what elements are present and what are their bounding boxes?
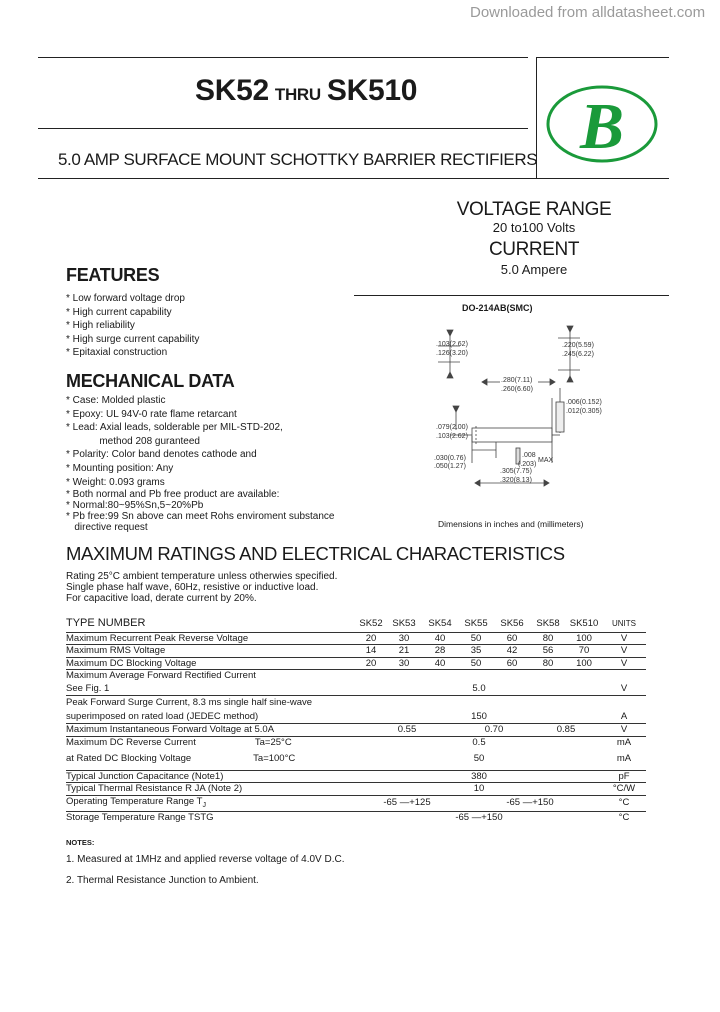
param-label	[66, 795, 356, 811]
condition-text: Ta=25°C	[254, 736, 292, 748]
table-cell: 30	[386, 657, 422, 670]
list-item: * High reliability	[66, 320, 135, 332]
part-first: SK52	[195, 74, 269, 107]
table-cell: 40	[422, 657, 458, 670]
voltage-range-label: VOLTAGE RANGE	[456, 199, 612, 220]
table-row	[66, 770, 646, 783]
dimension-caption: Dimensions in inches and (millimeters)	[438, 519, 584, 529]
features-list	[66, 292, 199, 360]
table-cell: 42	[494, 645, 530, 658]
part-last: SK510	[326, 74, 418, 107]
dim-label: .126(3.20)	[436, 350, 468, 357]
table-row	[66, 670, 646, 682]
table-cell: 0.85	[530, 724, 602, 737]
table-cell: 70	[566, 645, 602, 658]
table-cell: 50	[473, 753, 485, 764]
unit-cell: mA	[602, 736, 646, 748]
dim-label: .006(0.152)	[566, 399, 602, 406]
list-item: * Normal:80~95%Sn,5~20%Pb	[66, 500, 204, 512]
table-row	[66, 783, 646, 796]
unit-cell: V	[602, 645, 646, 658]
list-item: directive request	[66, 522, 148, 534]
list-item: method 208 guranteed	[66, 435, 200, 447]
col-header: SK53	[392, 618, 416, 629]
param-label: Peak Forward Surge Current, 8.3 ms single half sine-wave	[66, 696, 646, 710]
table-cell: 40	[422, 632, 458, 645]
table-cell: 50	[458, 657, 494, 670]
table-cell: 0.70	[458, 724, 530, 737]
param-label: Typical Thermal Resistance R JA (Note 2)	[66, 783, 356, 796]
package-rule	[354, 295, 669, 296]
features-heading: FEATURES	[66, 265, 160, 285]
dim-label: .079(2.00)	[436, 424, 468, 431]
col-header: SK52	[359, 618, 383, 629]
param-label: Maximum RMS Voltage	[66, 645, 356, 658]
dim-label: .245(6.22)	[562, 351, 594, 358]
intro-line: Rating 25°C ambient temperature unless otherwies specified.	[66, 571, 338, 582]
table-row	[66, 811, 646, 824]
table-cell: 21	[386, 645, 422, 658]
table-cell: 56	[530, 645, 566, 658]
table-header-row	[66, 616, 646, 632]
dim-label: .008	[522, 452, 536, 459]
thru-word: THRU	[274, 85, 321, 104]
dim-label: .103(2.62)	[436, 433, 468, 440]
col-header: SK510	[569, 618, 599, 629]
table-row	[66, 748, 646, 770]
table-cell: 150	[471, 710, 487, 722]
table-cell: 14	[356, 645, 386, 658]
list-item: * High current capability	[66, 306, 172, 318]
dim-label: .220(5.59)	[562, 342, 594, 349]
condition-text: Ta=100°C	[253, 753, 296, 764]
param-label: Maximum Instantaneous Forward Voltage at 5.0A	[66, 724, 356, 737]
unit-cell: A	[620, 710, 628, 722]
header-top-rule-right	[536, 57, 669, 58]
list-item: * Weight: 0.093 grams	[66, 476, 165, 488]
list-item: * Both normal and Pb free product are available:	[66, 489, 280, 501]
table-row	[66, 736, 646, 748]
dim-label: .012(0.305)	[566, 408, 602, 415]
table-cell: 100	[566, 657, 602, 670]
voltage-range-value: 20 to100 Volts	[492, 220, 576, 235]
unit-cell: °C/W	[602, 783, 646, 796]
dim-label: .320(8.13)	[500, 477, 532, 484]
unit-cell: mA	[616, 753, 632, 764]
param-text: at Rated DC Blocking Voltage	[66, 753, 192, 764]
dim-label: MAX	[538, 457, 554, 464]
param-label: Maximum Average Forward Rectified Current	[66, 670, 646, 682]
param-label: Storage Temperature Range TSTG	[66, 811, 356, 824]
param-label: Maximum DC Blocking Voltage	[66, 657, 356, 670]
table-cell: 20	[356, 632, 386, 645]
header-bottom-rule	[38, 178, 669, 179]
table-cell: 60	[494, 632, 530, 645]
unit-cell: V	[602, 657, 646, 670]
list-item: * Mounting position: Any	[66, 462, 174, 474]
table-row	[66, 645, 646, 658]
units-header: UNITS	[612, 619, 636, 628]
current-label: CURRENT	[488, 239, 580, 260]
brand-logo	[546, 85, 659, 163]
table-row	[66, 696, 646, 710]
param-label: See Fig. 1	[66, 682, 110, 694]
subscript: J	[202, 801, 206, 809]
col-header: SK55	[464, 618, 488, 629]
param-label: superimposed on rated load (JEDEC method)	[66, 710, 259, 722]
page-subtitle: 5.0 AMP SURFACE MOUNT SCHOTTKY BARRIER RECTIFIERS	[58, 150, 538, 169]
param-label	[66, 748, 356, 770]
table-row	[66, 795, 646, 811]
table-cell: -65 —+150	[458, 795, 602, 811]
table-cell: -65 —+125	[356, 795, 458, 811]
table-cell: 20	[356, 657, 386, 670]
note-item: 1. Measured at 1MHz and applied reverse voltage of 4.0V D.C.	[66, 854, 345, 865]
unit-cell: °C	[602, 811, 646, 824]
list-item: * Epitaxial construction	[66, 347, 168, 359]
table-row	[66, 657, 646, 670]
dim-label: .305(7.75)	[500, 468, 532, 475]
watermark: Downloaded from alldatasheet.com	[470, 4, 706, 21]
page-title	[195, 74, 417, 108]
col-header: SK54	[428, 618, 452, 629]
notes-label: NOTES:	[66, 838, 95, 847]
unit-cell: V	[602, 632, 646, 645]
ratings-heading: MAXIMUM RATINGS AND ELECTRICAL CHARACTERISTICS	[66, 543, 565, 564]
table-cell: 0.55	[356, 724, 458, 737]
package-name: DO-214AB(SMC)	[462, 303, 533, 313]
col-header: SK56	[500, 618, 524, 629]
table-row	[66, 710, 646, 724]
table-cell: 10	[356, 783, 602, 796]
list-item: * Case: Molded plastic	[66, 395, 166, 406]
param-label: Maximum Recurrent Peak Reverse Voltage	[66, 632, 356, 645]
type-number-header: TYPE NUMBER	[66, 617, 146, 629]
table-cell: 50	[458, 632, 494, 645]
table-cell: 5.0	[472, 682, 486, 694]
table-row	[66, 632, 646, 645]
table-cell: 28	[422, 645, 458, 658]
list-item: * Epoxy: UL 94V-0 rate flame retarcant	[66, 408, 237, 420]
table-cell: 0.5	[356, 736, 602, 748]
param-text: Operating Temperature Range T	[66, 795, 203, 807]
table-cell: 80	[530, 632, 566, 645]
table-cell: -65 —+150	[356, 811, 602, 824]
dim-label: .280(7.11)	[501, 377, 533, 384]
param-text: Maximum DC Reverse Current	[66, 736, 196, 748]
table-cell: 80	[530, 657, 566, 670]
logo-letter: B	[579, 90, 625, 163]
dim-label: (.203)	[518, 461, 537, 468]
list-item: * Pb free:99 Sn above can meet Rohs enviroment substance	[66, 511, 335, 523]
table-row	[66, 682, 646, 696]
param-label	[66, 736, 356, 748]
table-row	[66, 724, 646, 737]
note-item: 2. Thermal Resistance Junction to Ambient.	[66, 875, 259, 886]
ratings-intro	[66, 571, 337, 604]
current-value: 5.0 Ampere	[500, 262, 568, 277]
unit-cell: pF	[602, 770, 646, 783]
mechanical-list	[66, 394, 335, 533]
table-cell: 60	[494, 657, 530, 670]
list-item: * Polarity: Color band denotes cathode and	[66, 449, 257, 461]
dim-label: .260(6.60)	[501, 386, 533, 393]
intro-line: For capacitive load, derate current by 20%.	[66, 593, 257, 604]
mechanical-heading: MECHANICAL DATA	[66, 371, 235, 391]
header-top-rule	[38, 57, 528, 58]
table-cell: 380	[356, 770, 602, 783]
list-item: * Low forward voltage drop	[66, 293, 185, 304]
table-cell: 100	[566, 632, 602, 645]
list-item: * High surge current capability	[66, 333, 200, 345]
dim-label: .030(0.76)	[434, 455, 466, 462]
dim-label: .050(1.27)	[434, 463, 466, 470]
ratings-table	[66, 616, 646, 824]
unit-cell: °C	[602, 795, 646, 811]
param-label: Typical Junction Capacitance (Note1)	[66, 770, 356, 783]
title-divider	[38, 128, 528, 129]
list-item: * Lead: Axial leads, solderable per MIL-STD-202,	[66, 422, 283, 434]
col-header: SK58	[536, 618, 560, 629]
dim-label: .103(2.62)	[436, 341, 468, 348]
table-cell: 30	[386, 632, 422, 645]
unit-cell: V	[602, 724, 646, 737]
unit-cell: V	[620, 682, 628, 694]
table-cell: 35	[458, 645, 494, 658]
intro-line: Single phase half wave, 60Hz, resistive or inductive load.	[66, 582, 319, 593]
